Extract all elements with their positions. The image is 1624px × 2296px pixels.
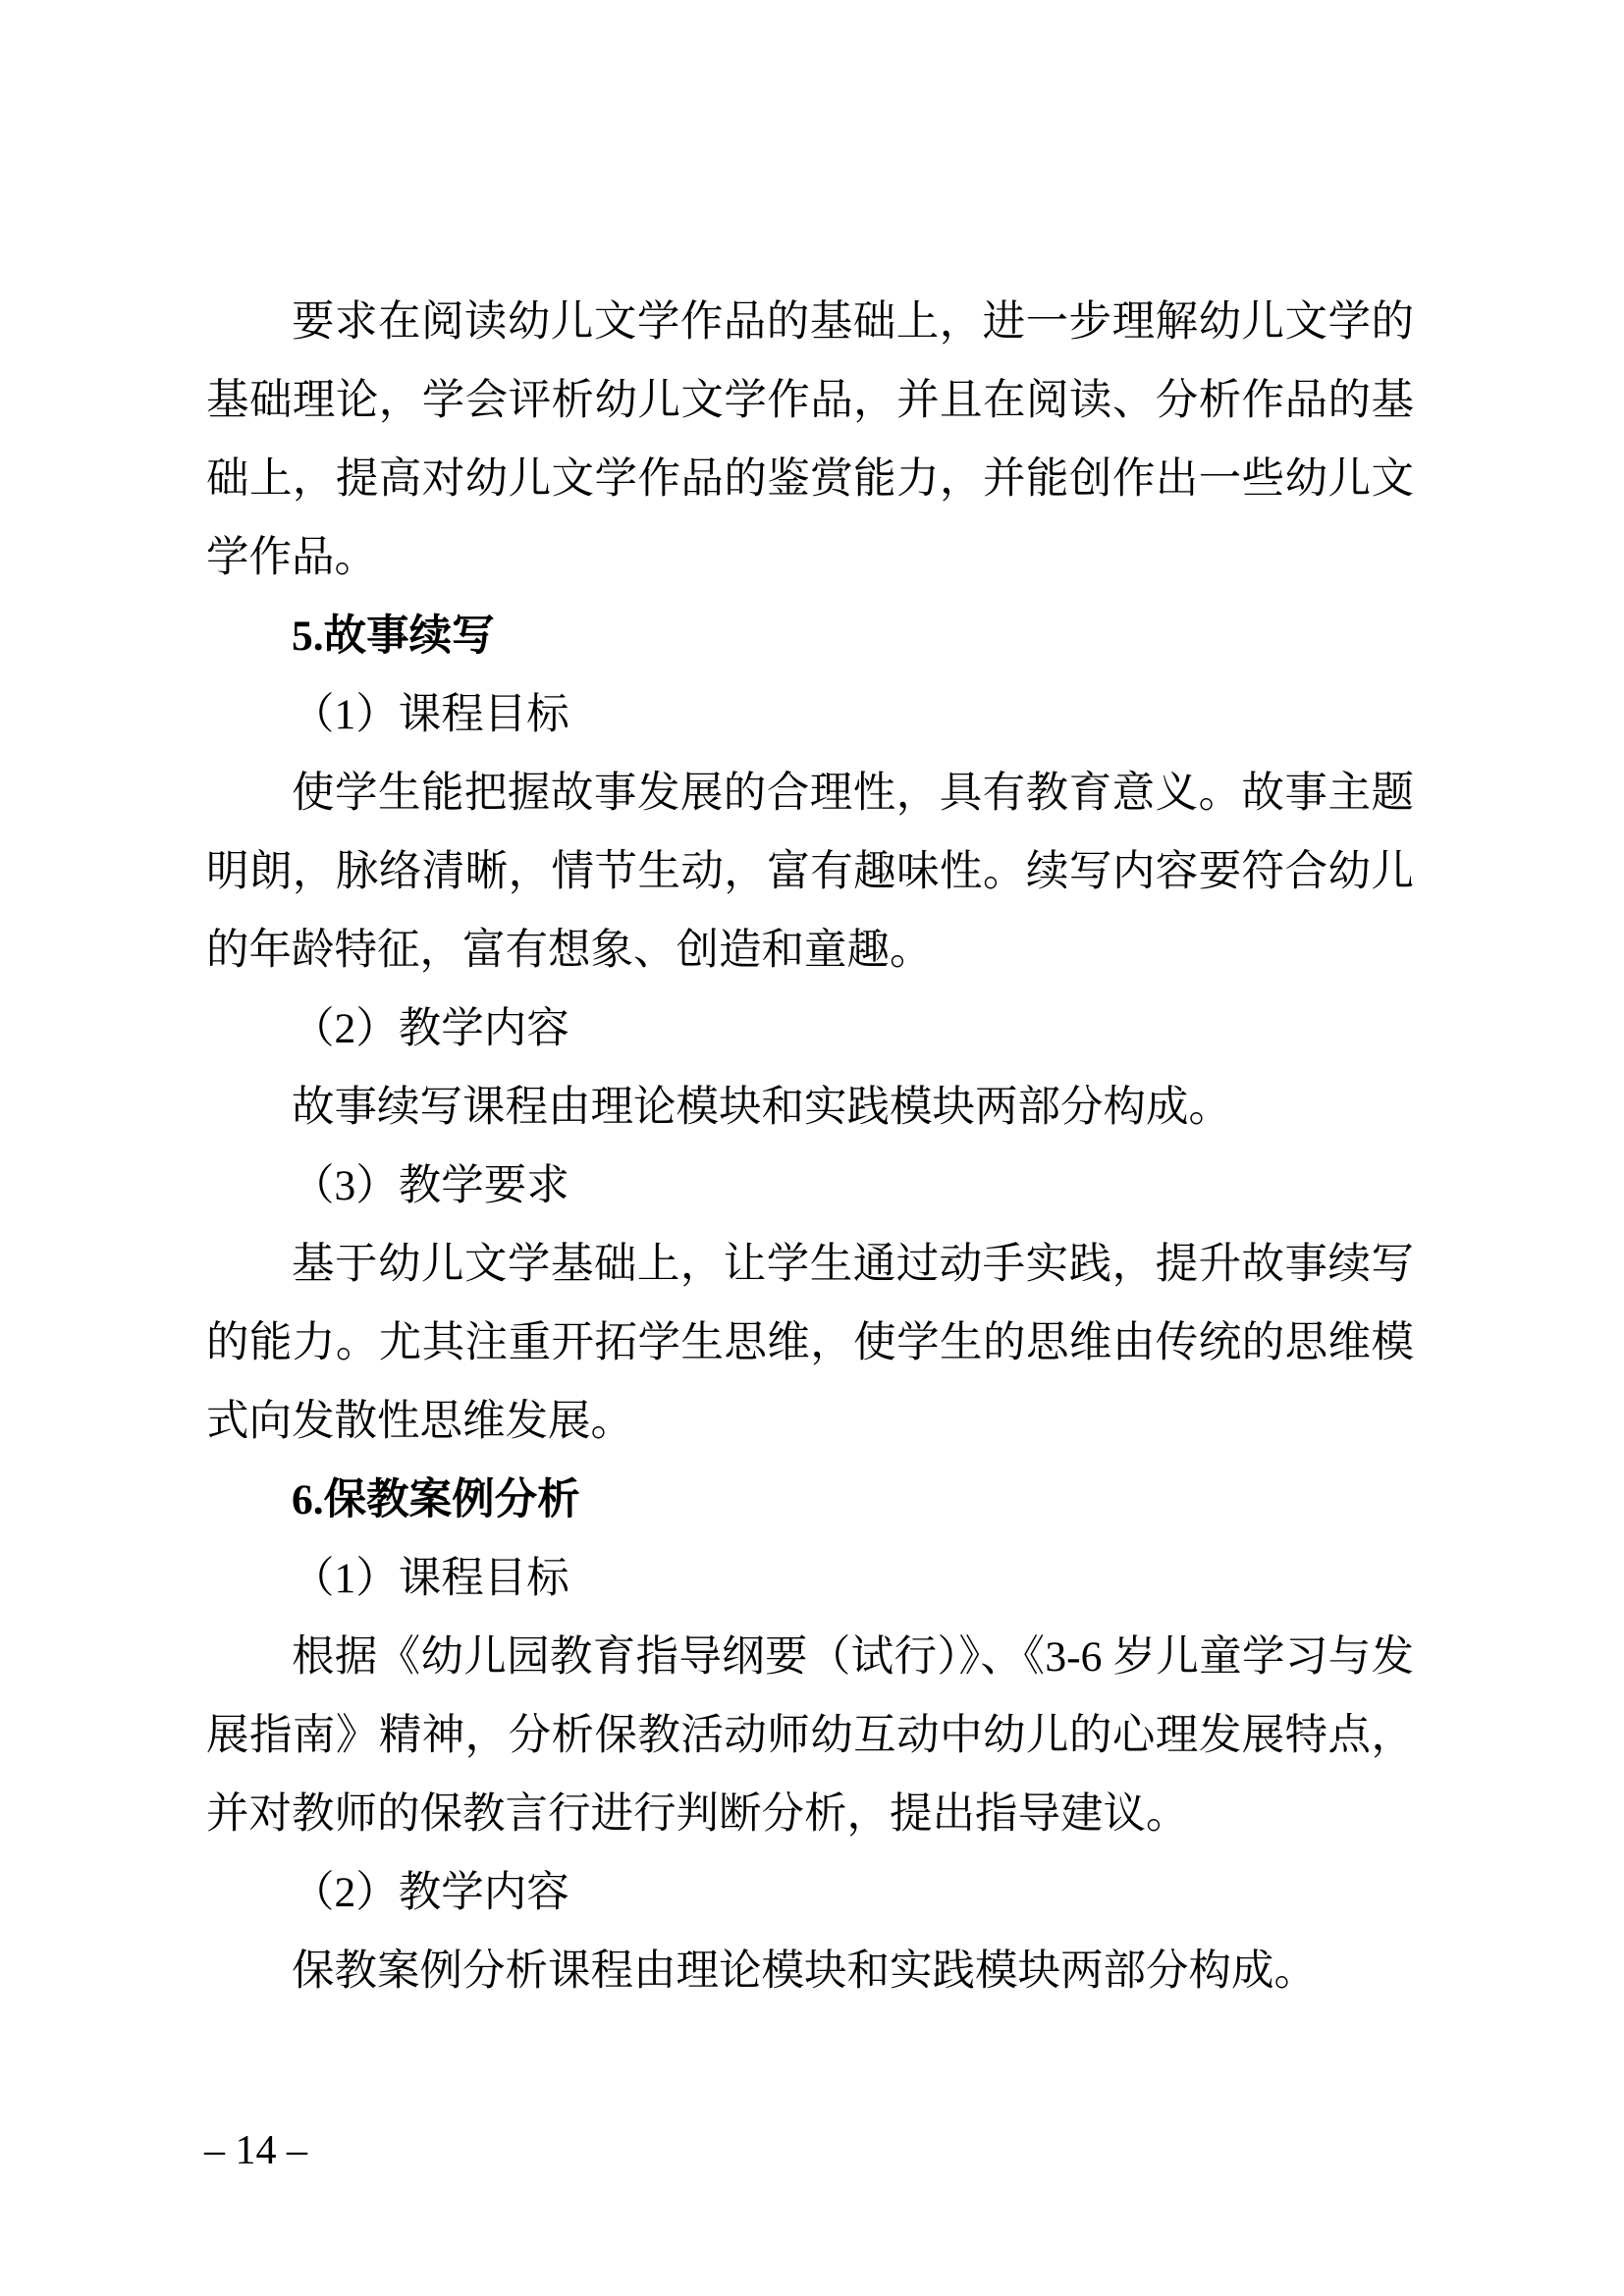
subheading-teaching-content-2: （2）教学内容: [292, 1869, 569, 1916]
paragraph-course-objective-1: 使学生能把握故事发展的合理性，具有教育意义。故事主题明朗，脉络清晰，情节生动，富有趣味性。续写内容要符合幼儿的年龄特征，富有想象、创造和童趣。: [206, 770, 1414, 974]
paragraph-teaching-content-1: 故事续写课程由理论模块和实践模块两部分构成。: [292, 1084, 1231, 1131]
paragraph-teaching-content-2: 保教案例分析课程由理论模块和实践模块两部分构成。: [292, 1948, 1317, 1995]
subheading-course-objective-1: （1）课程目标: [292, 691, 569, 738]
section-heading-case-analysis: 6.保教案例分析: [292, 1476, 580, 1523]
section-heading-story-sequel: 5.故事续写: [292, 613, 495, 660]
document-body: [206, 283, 1414, 2010]
subheading-teaching-content-1: （2）教学内容: [292, 1005, 569, 1052]
subheading-teaching-requirements: （3）教学要求: [292, 1162, 569, 1209]
paragraph-course-objective-2: 根据《幼儿园教育指导纲要（试行）》、《3-6 岁儿童学习与发展指南》精神，分析保教活动师幼互动中幼儿的心理发展特点，并对教师的保教言行进行判断分析，提出指导建议。: [206, 1633, 1414, 1838]
subheading-course-objective-2: （1）课程目标: [292, 1555, 569, 1602]
paragraph-requirements: 要求在阅读幼儿文学作品的基础上，进一步理解幼儿文学的基础理论，学会评析幼儿文学作品，并且在阅读、分析作品的基础上，提高对幼儿文学作品的鉴赏能力，并能创作出一些幼儿文学作品。: [206, 298, 1414, 581]
paragraph-teaching-requirements: 基于幼儿文学基础上，让学生通过动手实践，提升故事续写的能力。尤其注重开拓学生思维，使学生的思维由传统的思维模式向发散性思维发展。: [206, 1241, 1414, 1445]
page-number: – 14 –: [204, 2128, 307, 2173]
